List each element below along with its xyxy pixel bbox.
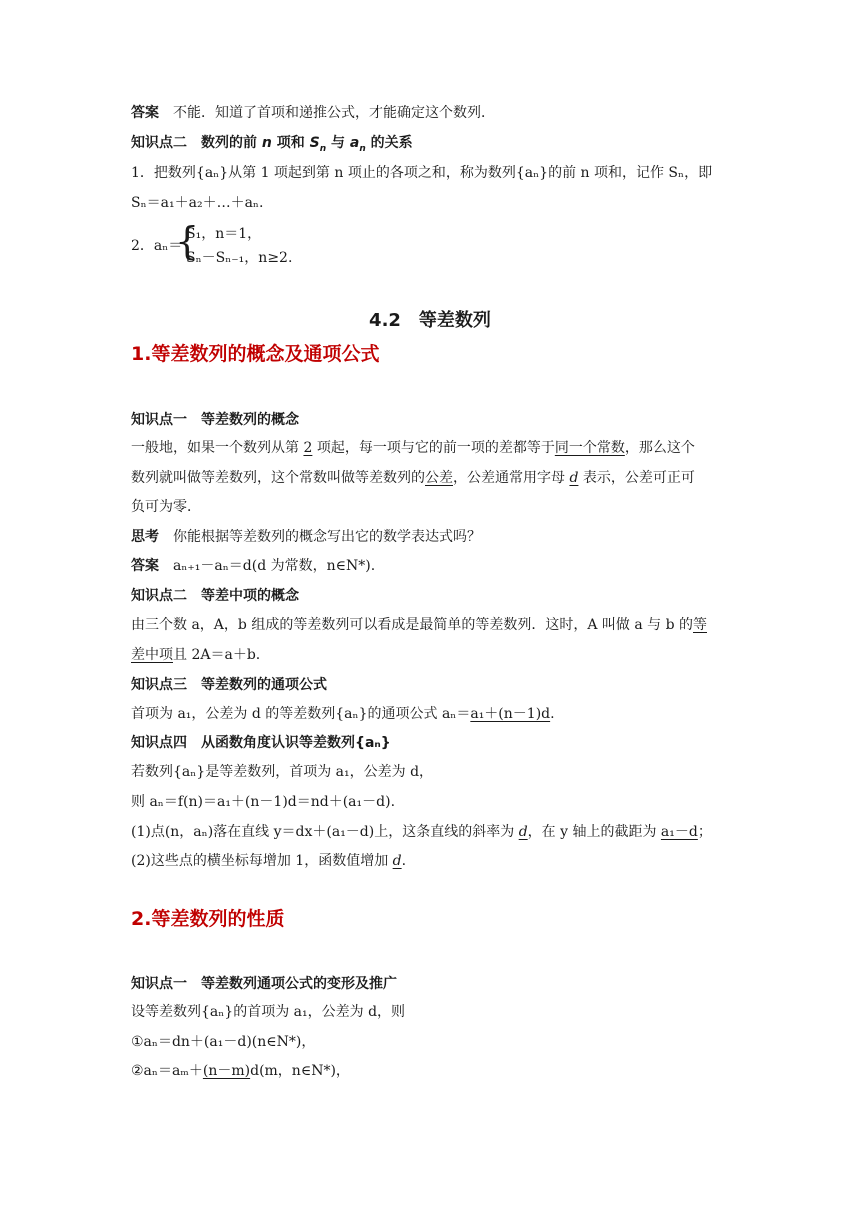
part1-kp4-line4: (2)这些点的横坐标每增加 1，函数值增加 d. xyxy=(131,853,407,869)
item2-case1: S₁，n＝1， xyxy=(186,226,262,242)
part1-kp2-line1: 由三个数 a，A，b 组成的等差数列可以看成是最简单的等差数列．这时，A 叫做 a 与 b 的等 xyxy=(131,617,707,633)
kp2-title-prev: 知识点二 数列的前 n 项和 $S_n$ 与 $a_n$ 的关系 xyxy=(131,135,413,154)
item2-prefix: 2．aₙ＝ xyxy=(131,238,183,254)
part1-kp3-line1: 首项为 a₁，公差为 d 的等差数列{aₙ}的通项公式 aₙ＝a₁＋(n－1)d. xyxy=(131,706,555,722)
answer-label: 答案 xyxy=(131,105,159,121)
part1-kp2-title: 知识点二 等差中项的概念 xyxy=(131,588,299,604)
part1-kp4-line3: (1)点(n，aₙ)落在直线 y＝dx＋(a₁－d)上，这条直线的斜率为 d，在 y 轴上的截距为 a₁－d； xyxy=(131,824,712,840)
think-line xyxy=(131,527,481,547)
chapter-title: 4.2 等差数列 xyxy=(369,310,491,331)
answer-text: 不能．知道了首项和递推公式，才能确定这个数列． xyxy=(173,105,495,121)
part2-kp1-title: 知识点一 等差数列通项公式的变形及推广 xyxy=(131,976,397,992)
think-label: 思考 xyxy=(131,529,159,545)
item2-case2: Sₙ－Sₙ₋₁，n≥2. xyxy=(186,250,293,266)
think-text: 你能根据等差数列的概念写出它的数学表达式吗？ xyxy=(173,529,481,545)
answer2-line xyxy=(131,556,375,576)
part1-kp3-title: 知识点三 等差数列的通项公式 xyxy=(131,677,327,693)
item1-line2: Sₙ＝a₁＋a₂＋…＋aₙ. xyxy=(131,195,264,211)
part1-kp1-line2: 数列就叫做等差数列，这个常数叫做等差数列的公差，公差通常用字母 d 表示，公差可正可 xyxy=(131,470,695,486)
part1-kp1-line3: 负可为零． xyxy=(131,499,201,515)
part2-line2: ①aₙ＝dn＋(a₁－d)(n∈N*)， xyxy=(131,1034,316,1050)
answer2-text: aₙ₊₁－aₙ＝d(d 为常数，n∈N*). xyxy=(173,558,376,574)
part1-kp1-line1: 一般地，如果一个数列从第 2 项起，每一项与它的前一项的差都等于同一个常数，那么这个 xyxy=(131,440,695,456)
answer-line xyxy=(131,103,495,123)
part1-kp1-title: 知识点一 等差数列的概念 xyxy=(131,412,299,428)
answer2-label: 答案 xyxy=(131,558,159,574)
part2-line3: ②aₙ＝aₘ＋(n－m)d(m，n∈N*)， xyxy=(131,1063,350,1079)
part1-kp4-title: 知识点四 从函数角度认识等差数列{aₙ} xyxy=(131,735,391,751)
part1-kp2-line2: 差中项且 2A＝a＋b. xyxy=(131,647,261,663)
part1-kp4-line1: 若数列{aₙ}是等差数列，首项为 a₁，公差为 d， xyxy=(131,764,434,780)
part1-kp4-line2: 则 aₙ＝f(n)＝a₁＋(n－1)d＝nd＋(a₁－d). xyxy=(131,794,396,810)
part2-heading: 2.等差数列的性质 xyxy=(131,908,285,930)
item1-line1: 1．把数列{aₙ}从第 1 项起到第 n 项止的各项之和，称为数列{aₙ}的前 n 项和，记作 Sₙ，即 xyxy=(131,165,713,181)
brace-symbol: { xyxy=(175,219,200,263)
part1-heading: 1.等差数列的概念及通项公式 xyxy=(131,343,380,365)
part2-line1: 设等差数列{aₙ}的首项为 a₁，公差为 d，则 xyxy=(131,1004,406,1020)
